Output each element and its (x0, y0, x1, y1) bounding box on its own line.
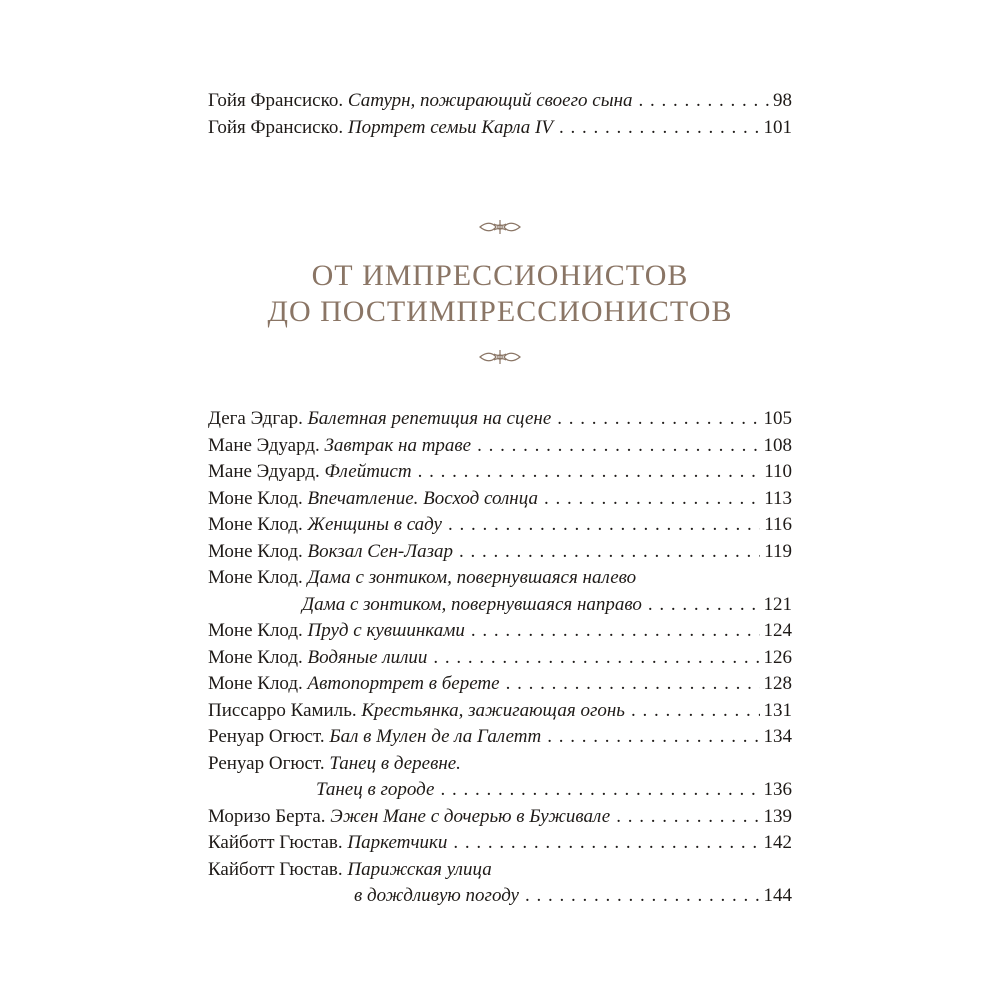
toc-page-number: 110 (764, 461, 792, 482)
toc-author: Кайботт Гюстав. (208, 858, 343, 880)
dot-leader (506, 671, 760, 698)
toc-artwork-title: Парижская улица (347, 858, 492, 880)
dot-leader (559, 115, 760, 142)
toc-page-number: 113 (764, 487, 792, 509)
toc-page-number: 142 (763, 832, 792, 853)
dot-leader (471, 618, 760, 645)
dot-leader (616, 804, 759, 831)
toc-author: Моне Клод. (208, 514, 303, 535)
toc-artwork-title: Дама с зонтиком, повернувшаяся налево (307, 567, 637, 588)
toc-artwork-title: Сатурн, пожирающий своего сына (347, 90, 633, 111)
toc-artwork-title: Портрет семьи Карла IV (347, 116, 553, 138)
toc-artwork-title: Эжен Мане с дочерью в Буживале (330, 805, 611, 827)
dot-leader (547, 724, 759, 751)
toc-entry (208, 645, 792, 672)
dot-leader (433, 645, 759, 672)
toc-author: Моне Клод. (208, 646, 303, 668)
toc-artwork-title: Дама с зонтиком, повернувшаяся направо (302, 593, 642, 615)
toc-author: Гойя Франсиско. (208, 116, 344, 138)
toc-entry (208, 830, 792, 857)
toc-entry (208, 857, 792, 910)
toc-author: Ренуар Огюст. (208, 726, 325, 747)
toc-entry (208, 671, 792, 698)
toc-entry (208, 565, 792, 618)
section-title-line-2: ДО ПОСТИМПРЕССИОНИСТОВ (267, 295, 733, 328)
toc-page-number: 144 (763, 885, 792, 906)
toc-page-number: 101 (763, 116, 792, 138)
dot-leader (631, 698, 760, 725)
dot-leader (639, 88, 770, 115)
toc-artwork-title: Танец в деревне. (329, 752, 461, 774)
dot-leader (557, 406, 759, 433)
toc-page-number: 128 (763, 673, 792, 694)
toc-artwork-title: Впечатление. Восход солнца (307, 487, 538, 509)
toc-author: Ренуар Огюст. (208, 752, 325, 774)
toc-entry (208, 486, 792, 513)
toc-artwork-title: Танец в городе (316, 779, 435, 800)
toc-artwork-title: Женщины в саду (307, 514, 442, 535)
toc-page-number: 98 (773, 90, 792, 111)
toc-author: Кайботт Гюстав. (208, 832, 343, 853)
toc-author: Дега Эдгар. (208, 408, 303, 429)
toc-artwork-title: Водяные лилии (307, 646, 428, 668)
toc-page-number: 136 (763, 779, 792, 800)
toc-main-list (208, 406, 792, 910)
toc-author: Моне Клод. (208, 487, 303, 509)
toc-author: Моне Клод. (208, 620, 303, 641)
toc-page-number: 116 (764, 514, 792, 535)
toc-entry (208, 539, 792, 566)
toc-artwork-title: Крестьянка, зажигающая огонь (361, 699, 625, 721)
toc-artwork-title: Вокзал Сен-Лазар (307, 540, 454, 562)
toc-page-number: 139 (763, 805, 792, 827)
flourish-ornament-icon (0, 348, 1000, 371)
dot-leader (648, 592, 760, 619)
toc-author: Моне Клод. (208, 540, 303, 562)
toc-page-number: 119 (764, 540, 792, 562)
toc-author: Мане Эдуард. (208, 434, 320, 456)
toc-page-number: 108 (763, 434, 792, 456)
toc-artwork-title: в дождливую погоду (354, 885, 519, 906)
toc-page-number: 131 (763, 699, 792, 721)
section-title (0, 258, 1000, 330)
toc-entry (208, 88, 792, 115)
toc-entry (208, 459, 792, 486)
toc-entry (208, 804, 792, 831)
toc-entry (208, 698, 792, 725)
toc-author: Моне Клод. (208, 567, 303, 588)
toc-entry (208, 433, 792, 460)
toc-artwork-title: Бал в Мулен де ла Галетт (329, 726, 542, 747)
section-title-line-1: ОТ ИМПРЕССИОНИСТОВ (311, 259, 689, 292)
toc-artwork-title: Флейтист (324, 461, 412, 482)
dot-leader (544, 486, 760, 513)
toc-author: Моризо Берта. (208, 805, 326, 827)
toc-entry (208, 751, 792, 804)
toc-artwork-title: Паркетчики (347, 832, 448, 853)
toc-entry (208, 406, 792, 433)
toc-page-number: 124 (763, 620, 792, 641)
flourish-ornament-icon (0, 218, 1000, 241)
toc-page-number: 134 (763, 726, 792, 747)
toc-entry (208, 724, 792, 751)
dot-leader (477, 433, 759, 460)
toc-top-list (208, 88, 792, 141)
toc-entry (208, 115, 792, 142)
toc-entry (208, 618, 792, 645)
toc-page-number: 105 (763, 408, 792, 429)
toc-author: Гойя Франсиско. (208, 90, 344, 111)
toc-artwork-title: Автопортрет в берете (307, 673, 500, 694)
toc-page-number: 126 (763, 646, 792, 668)
toc-page-number: 121 (763, 593, 792, 615)
dot-leader (459, 539, 760, 566)
toc-author: Моне Клод. (208, 673, 303, 694)
dot-leader (453, 830, 759, 857)
dot-leader (525, 883, 760, 910)
dot-leader (440, 777, 759, 804)
toc-artwork-title: Балетная репетиция на сцене (307, 408, 552, 429)
toc-artwork-title: Пруд с кувшинками (307, 620, 465, 641)
toc-author: Писсарро Камиль. (208, 699, 357, 721)
dot-leader (418, 459, 761, 486)
toc-artwork-title: Завтрак на траве (324, 434, 472, 456)
toc-entry (208, 512, 792, 539)
toc-author: Мане Эдуард. (208, 461, 320, 482)
dot-leader (448, 512, 760, 539)
